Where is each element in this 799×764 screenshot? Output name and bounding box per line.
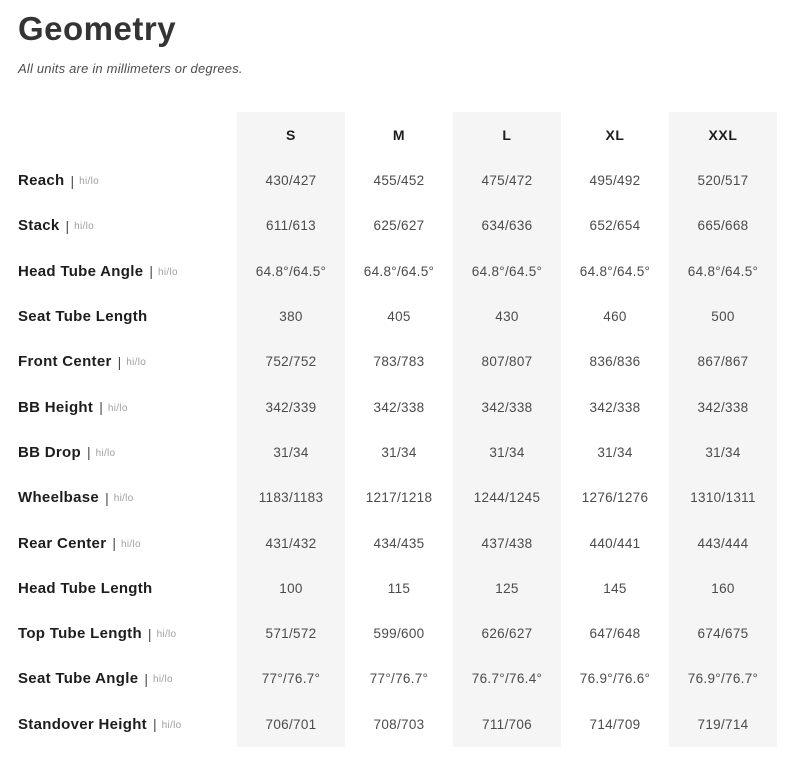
hilo-indicator: hi/lo	[113, 493, 134, 505]
row-label-text: Seat Tube Angle	[18, 670, 139, 688]
hilo-indicator: hi/lo	[156, 629, 177, 641]
geometry-value: 647/648	[589, 626, 641, 642]
row-label	[18, 294, 237, 339]
hilo-separator: |	[105, 489, 109, 506]
row-label	[18, 611, 237, 656]
hilo-indicator: hi/lo	[161, 719, 182, 731]
row-label-text: Top Tube Length	[18, 625, 142, 643]
geometry-value: 634/636	[453, 203, 561, 248]
geometry-value: 115	[387, 580, 411, 596]
geometry-value: 342/338	[373, 399, 425, 415]
row-label	[18, 520, 237, 565]
hilo-separator: |	[70, 172, 75, 189]
hilo-separator: |	[112, 535, 116, 552]
row-label	[18, 339, 237, 384]
geometry-value: 31/34	[597, 444, 633, 460]
geometry-value: 77°/76.7°	[237, 656, 345, 701]
geometry-value: 520/517	[669, 158, 777, 203]
geometry-value: 125	[453, 566, 561, 611]
row-label	[18, 656, 237, 701]
geometry-value: 31/34	[453, 430, 561, 475]
row-label	[18, 566, 237, 611]
geometry-value: 342/339	[237, 384, 345, 429]
row-label-text: Head Tube Angle	[18, 262, 144, 280]
hilo-indicator: hi/lo	[95, 447, 116, 459]
geometry-value: 1276/1276	[581, 490, 649, 506]
hilo-indicator: hi/lo	[126, 357, 147, 369]
geometry-value: 706/701	[237, 702, 345, 747]
geometry-table	[18, 112, 777, 747]
geometry-value: 64.8°/64.5°	[669, 249, 777, 294]
row-label	[18, 384, 237, 429]
geometry-value: 652/654	[589, 218, 641, 234]
row-label	[18, 702, 237, 747]
geometry-value: 31/34	[381, 444, 417, 460]
geometry-value: 571/572	[237, 611, 345, 656]
geometry-value: 430	[453, 294, 561, 339]
geometry-value: 455/452	[373, 173, 425, 189]
hilo-separator: |	[149, 263, 153, 280]
size-column-header: XL	[605, 127, 625, 143]
geometry-value: 625/627	[373, 218, 425, 234]
geometry-value: 665/668	[669, 203, 777, 248]
hilo-separator: |	[65, 217, 70, 234]
geometry-value: 440/441	[589, 535, 641, 551]
geometry-value: 31/34	[669, 430, 777, 475]
geometry-value: 31/34	[237, 430, 345, 475]
geometry-value: 714/709	[589, 716, 641, 732]
row-label	[18, 249, 237, 294]
row-label-text: Head Tube Length	[18, 579, 153, 597]
page-title: Geometry	[18, 10, 177, 47]
row-label-text: BB Height	[18, 398, 94, 416]
geometry-value: 500	[669, 294, 777, 339]
geometry-value: 76.9°/76.7°	[669, 656, 777, 701]
hilo-separator: |	[86, 444, 91, 461]
hilo-indicator: hi/lo	[79, 176, 100, 188]
geometry-value: 342/338	[453, 384, 561, 429]
row-label	[18, 203, 237, 248]
geometry-value: 160	[669, 566, 777, 611]
geometry-value: 405	[387, 309, 411, 325]
hilo-separator: |	[152, 716, 157, 733]
geometry-value: 460	[603, 309, 627, 325]
hilo-separator: |	[99, 399, 103, 416]
geometry-value: 145	[603, 580, 627, 596]
hilo-indicator: hi/lo	[157, 266, 178, 278]
row-label-text: Standover Height	[18, 715, 147, 733]
geometry-value: 76.9°/76.6°	[579, 671, 651, 687]
geometry-value: 783/783	[373, 354, 425, 370]
row-label	[18, 475, 237, 520]
row-label	[18, 158, 237, 203]
geometry-value: 64.8°/64.5°	[363, 263, 435, 279]
geometry-value: 752/752	[237, 339, 345, 384]
geometry-value: 475/472	[453, 158, 561, 203]
geometry-value: 807/807	[453, 339, 561, 384]
geometry-value: 76.7°/76.4°	[453, 656, 561, 701]
size-header-spacer	[18, 112, 237, 158]
geometry-value: 1244/1245	[453, 475, 561, 520]
units-note: All units are in millimeters or degrees.	[18, 61, 243, 76]
geometry-value: 434/435	[373, 535, 425, 551]
geometry-value: 867/867	[669, 339, 777, 384]
row-label-text: Reach	[18, 172, 65, 190]
row-label-text: Seat Tube Length	[18, 308, 148, 326]
geometry-value: 64.8°/64.5°	[579, 263, 651, 279]
size-column-header: XXL	[669, 112, 777, 158]
geometry-value: 443/444	[669, 520, 777, 565]
hilo-separator: |	[117, 353, 122, 370]
row-label-text: Wheelbase	[18, 489, 100, 507]
hilo-separator: |	[147, 625, 152, 642]
geometry-value: 431/432	[237, 520, 345, 565]
row-label-text: Front Center	[18, 353, 112, 371]
geometry-value: 626/627	[453, 611, 561, 656]
geometry-value: 495/492	[589, 173, 641, 189]
geometry-value: 64.8°/64.5°	[237, 249, 345, 294]
geometry-value: 1217/1218	[365, 490, 433, 506]
hilo-indicator: hi/lo	[107, 402, 128, 414]
hilo-indicator: hi/lo	[120, 538, 141, 550]
geometry-value: 1310/1311	[669, 475, 777, 520]
geometry-value: 719/714	[669, 702, 777, 747]
geometry-value: 708/703	[373, 716, 425, 732]
hilo-indicator: hi/lo	[74, 221, 95, 233]
size-column-header: M	[392, 127, 406, 143]
geometry-value: 342/338	[669, 384, 777, 429]
geometry-value: 77°/76.7°	[369, 671, 429, 687]
row-label	[18, 430, 237, 475]
row-label-text: Rear Center	[18, 534, 107, 552]
geometry-value: 100	[237, 566, 345, 611]
geometry-value: 836/836	[589, 354, 641, 370]
geometry-value: 611/613	[237, 203, 345, 248]
geometry-value: 437/438	[453, 520, 561, 565]
hilo-separator: |	[144, 670, 148, 687]
geometry-value: 1183/1183	[237, 475, 345, 520]
geometry-value: 674/675	[669, 611, 777, 656]
geometry-value: 64.8°/64.5°	[453, 249, 561, 294]
row-label-text: Stack	[18, 217, 60, 235]
geometry-value: 599/600	[373, 626, 425, 642]
geometry-value: 380	[237, 294, 345, 339]
size-column-header: L	[453, 112, 561, 158]
geometry-value: 430/427	[237, 158, 345, 203]
size-column-header: S	[237, 112, 345, 158]
hilo-indicator: hi/lo	[153, 674, 173, 686]
row-label-text: BB Drop	[18, 443, 81, 461]
geometry-value: 342/338	[589, 399, 641, 415]
geometry-value: 711/706	[453, 702, 561, 747]
